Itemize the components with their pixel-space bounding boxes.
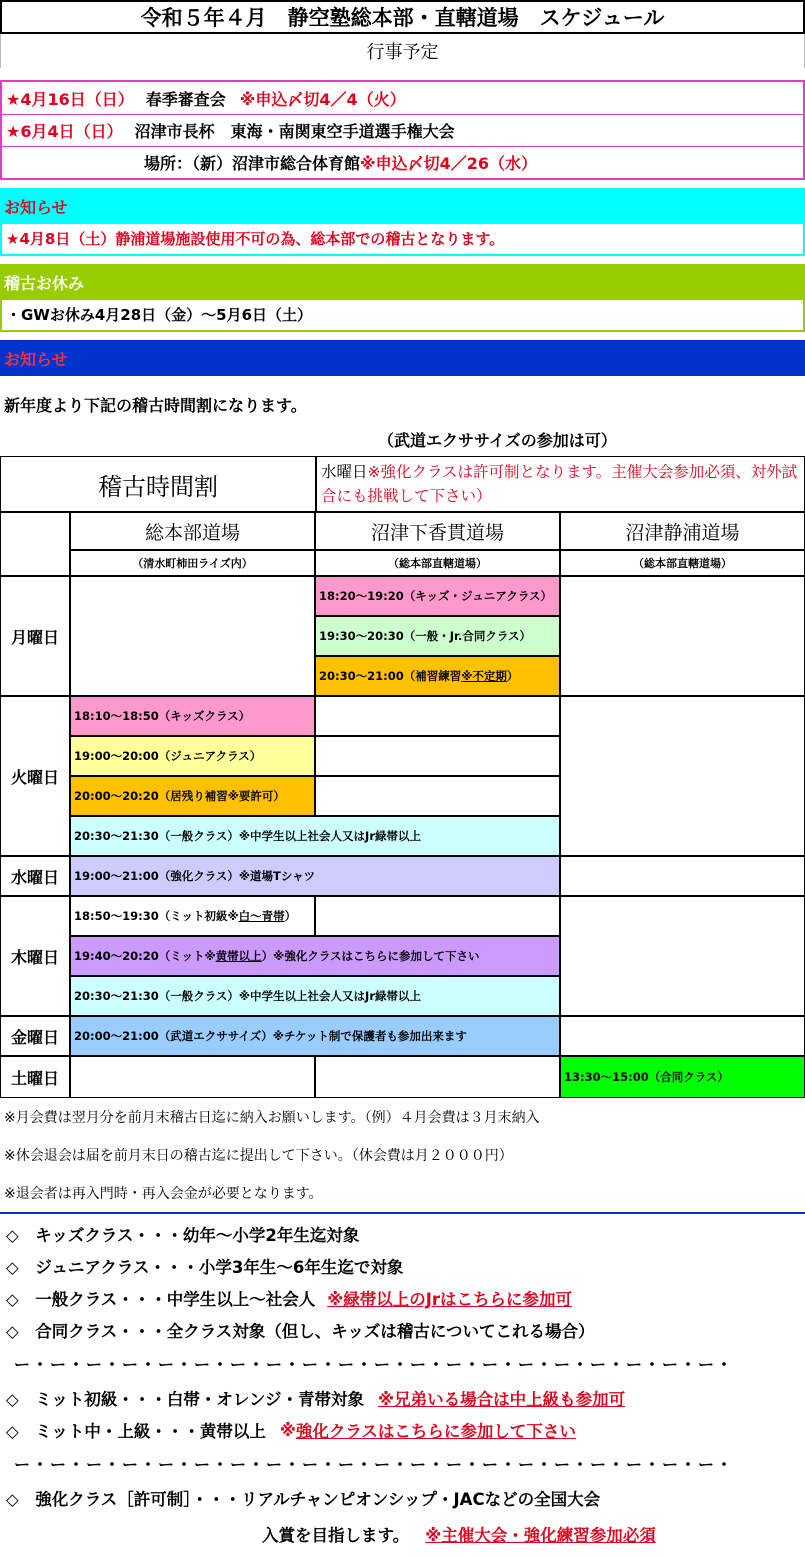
page-title: 令和５年４月 静空塾総本部・直轄道場 スケジュール — [0, 0, 805, 34]
slot-text: 19:40～20:20（ミット※ — [74, 949, 216, 963]
empty-cell — [560, 576, 805, 696]
empty-cell — [560, 856, 805, 896]
day-tuesday: 火曜日 — [0, 696, 70, 856]
dojo-honbu: 総本部道場 — [70, 512, 315, 550]
event-name: 春季審査会 — [145, 89, 226, 109]
timetable-grid — [0, 512, 805, 1098]
class-mitt-advanced — [0, 1414, 805, 1446]
class-note: 強化クラスはこちらに参加して下さい — [295, 1422, 576, 1441]
event-spring-exam — [2, 82, 803, 114]
slot-text: 18:50～19:30（ミット初級※ — [74, 909, 239, 923]
event-deadline: ※申込〆切4／4（火） — [239, 89, 406, 109]
event-venue — [2, 146, 803, 178]
class-junior: ◇ ジュニアクラス・・・小学3年生～6年生迄で対象 — [6, 1258, 404, 1277]
slot-text: ） — [506, 669, 519, 683]
slot-thu-general: 20:30～21:30（一般クラス）※中学生以上社会人又はJr緑帯以上 — [70, 976, 560, 1016]
class-note: ※緑帯以上のJrはこちらに参加可 — [327, 1290, 573, 1309]
slot-wed-elite: 19:00～21:00（強化クラス）※道場Tシャツ — [70, 856, 560, 896]
class-elite-goal — [0, 1518, 805, 1550]
class-joint: ◇ 合同クラス・・・全クラス対象（但し、キッズは稽古についてこれる場合） — [6, 1322, 595, 1341]
class-text: ◇ 一般クラス・・・中学生以上～社会人 — [6, 1290, 316, 1309]
event-date: ★6月4日（日） — [6, 122, 123, 141]
empty-cell — [315, 736, 560, 776]
dojo-shizuura: 沼津静浦道場 — [560, 512, 805, 550]
dojo-shimokanuki-location: （総本部直轄道場） — [315, 550, 560, 576]
wednesday-label: 水曜日 — [321, 463, 368, 481]
event-date: ★4月16日（日） — [6, 89, 134, 109]
class-text: 入賞を目指します。 — [262, 1526, 410, 1545]
class-note: ※ — [279, 1420, 296, 1440]
slot-thu-mitt-advanced — [70, 936, 560, 976]
slot-text: ） — [284, 909, 297, 923]
dojo-shimokanuki: 沼津下香貫道場 — [315, 512, 560, 550]
class-mitt-beginner — [0, 1382, 805, 1414]
event-deadline: ※申込〆切4／26（水） — [360, 154, 537, 173]
event-tournament — [2, 114, 803, 146]
empty-cell — [315, 696, 560, 736]
slot-text: ※不定期 — [461, 669, 507, 683]
slot-tue-kids: 18:10～18:50（キッズクラス） — [70, 696, 315, 736]
rest-text: ・GWお休み4月28日（金）～5月6日（土） — [0, 298, 805, 332]
events-box — [0, 80, 805, 180]
slot-tue-general: 20:30～21:30（一般クラス）※中学生以上社会人又はJr緑帯以上 — [70, 816, 560, 856]
slot-mon-general-joint: 19:30～20:30（一般・Jr.合同クラス） — [315, 616, 560, 656]
note-rejoin: ※退会者は再入門時・再入会金が必要となります。 — [4, 1186, 323, 1202]
notice-text: ★4月8日（土）静浦道場施設使用不可の為、総本部での稽古となります。 — [0, 222, 805, 256]
slot-mon-supplementary — [315, 656, 560, 696]
event-name: 沼津市長杯 東海・南関東空手道選手権大会 — [134, 122, 455, 141]
empty-cell — [315, 776, 560, 816]
day-friday: 金曜日 — [0, 1016, 70, 1056]
day-saturday: 土曜日 — [0, 1056, 70, 1098]
notice-heading: お知らせ — [0, 188, 805, 224]
dojo-shizuura-location: （総本部直轄道場） — [560, 550, 805, 576]
slot-sat-joint: 13:30～15:00（合同クラス） — [560, 1056, 805, 1098]
slot-tue-supplementary: 20:00～20:20（居残り補習※要許可） — [70, 776, 315, 816]
event-place: 場所：（新）沼津市総合体育館 — [144, 154, 361, 173]
empty-cell — [70, 576, 315, 696]
empty-cell — [315, 1056, 560, 1098]
divider: ー・ー・ー・ー・ー・ー・ー・ー・ー・ー・ー・ー・ー・ー・ー・ー・ー・ー・ー・ー・ — [14, 1354, 735, 1374]
empty-cell — [560, 1016, 805, 1056]
class-note: ※兄弟いる場合は中上級も参加可 — [378, 1390, 626, 1409]
empty-cell — [70, 1056, 315, 1098]
class-kids: ◇ キッズクラス・・・幼年～小学2年生迄対象 — [6, 1226, 360, 1245]
slot-thu-mitt-beginner — [70, 896, 315, 936]
empty-cell — [560, 896, 805, 1016]
day-wednesday: 水曜日 — [0, 856, 70, 896]
timetable-title: 稽古時間割 — [0, 456, 316, 512]
note-leave: ※休会退会は届を前月末日の稽古迄に提出して下さい。（休会費は月２０００円） — [4, 1148, 513, 1164]
slot-fri-exercise: 20:00～21:00（武道エクササイズ）※チケット制で保護者も参加出来ます — [70, 1016, 560, 1056]
empty-cell — [560, 696, 805, 856]
empty-cell — [315, 896, 560, 936]
page-subtitle: 行事予定 — [0, 34, 805, 68]
class-general — [0, 1282, 805, 1314]
class-elite: ◇ 強化クラス［許可制］・・・リアルチャンピオンシップ・JACなどの全国大会 — [6, 1490, 601, 1509]
slot-text: ）※強化クラスはこちらに参加して下さい — [261, 949, 480, 963]
divider: ー・ー・ー・ー・ー・ー・ー・ー・ー・ー・ー・ー・ー・ー・ー・ー・ー・ー・ー・ー・ — [14, 1454, 735, 1474]
slot-mon-kids-junior: 18:20～19:20（キッズ・ジュニアクラス） — [315, 576, 560, 616]
rest-heading: 稽古お休み — [0, 264, 805, 300]
day-thursday: 木曜日 — [0, 896, 70, 1016]
class-text: ◇ ミット初級・・・白帯・オレンジ・青帯対象 — [6, 1390, 365, 1409]
wednesday-note-text: ※強化クラスは許可制となります。主催大会参加必須、対外試合にも挑戦して下さい） — [321, 463, 798, 505]
notice2-heading: お知らせ — [0, 340, 805, 376]
wednesday-note — [316, 456, 805, 512]
slot-tue-junior: 19:00～20:00（ジュニアクラス） — [70, 736, 315, 776]
day-monday: 月曜日 — [0, 576, 70, 696]
slot-text: 白～青帯 — [238, 909, 285, 923]
note-fees: ※月会費は翌月分を前月末稽古日迄に納入お願いします。（例）４月会費は３月末納入 — [4, 1110, 540, 1126]
dojo-honbu-location: （清水町柿田ライズ内） — [70, 550, 315, 576]
corner-cell — [0, 512, 70, 576]
class-text: ◇ ミット中・上級・・・黄帯以上 — [6, 1422, 266, 1441]
exercise-note: （武道エクササイズの参加は可） — [378, 431, 617, 450]
slot-text: 黄帯以上 — [215, 949, 262, 963]
slot-text: 20:30～21:00（補習練習 — [319, 669, 462, 683]
notice2-text: 新年度より下記の稽古時間割になります。 — [4, 395, 307, 415]
class-note: ※主催大会・強化練習参加必須 — [425, 1526, 656, 1545]
